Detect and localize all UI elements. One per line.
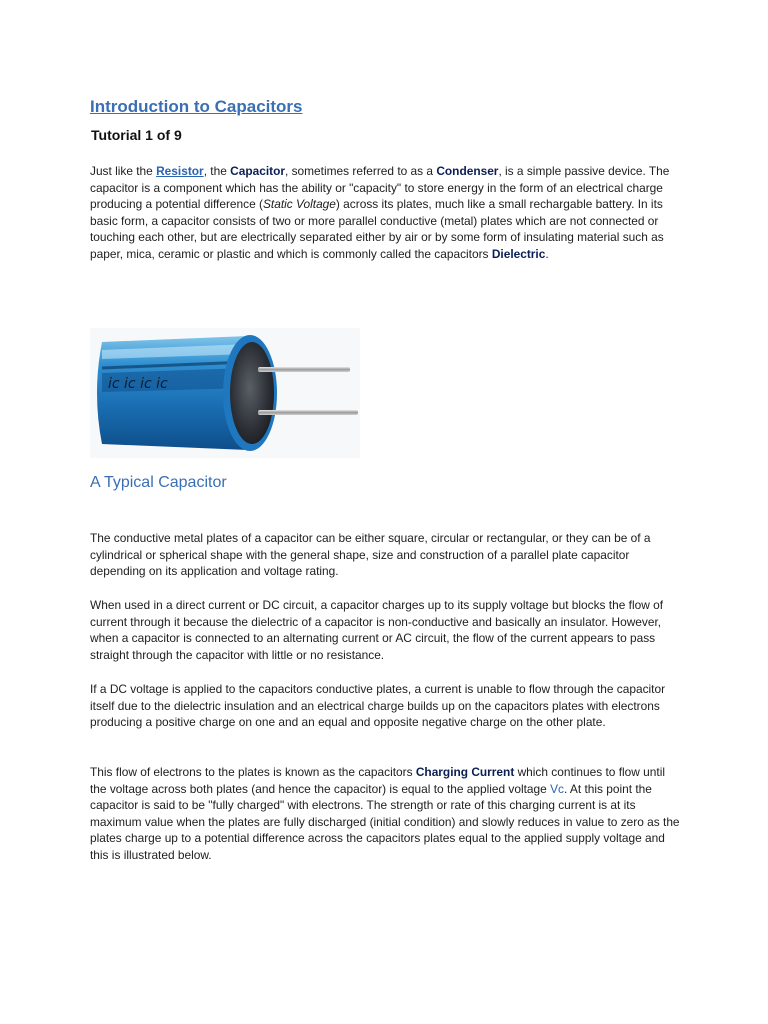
intro-text-6: . (545, 246, 549, 261)
static-voltage-term: Static Voltage (262, 197, 336, 212)
intro-text-5: ) across its plates, much like a small rechargable battery. In its basic form, a capacitor consists of two or more parallel conductive (metal) plates which are not connected or touching each other, but are electrically separated either by air or by some form of insulating material such as paper, mica, ceramic or plastic and which is commonly called the capacitors (90, 197, 664, 261)
paragraph-charging-current (90, 764, 680, 864)
condenser-term: Condenser (436, 164, 499, 178)
intro-text-2: , the (203, 164, 231, 178)
resistor-link[interactable]: Resistor (156, 164, 204, 178)
intro-text-4: , is a simple passive device. The capacitor is a component which has the ability or "capacity" to store energy in the form of an electrical charge producing a potential difference ( (90, 164, 670, 212)
paragraph-plates: The conductive metal plates of a capacitor can be either square, circular or rectangular, or they can be of a cylindrical or spherical shape with the general shape, size and construction of a parallel plate capacitor depending on its application and voltage rating. (90, 531, 651, 579)
vc-symbol: Vc (550, 781, 564, 796)
intro-text-1: Just like the (90, 164, 157, 178)
dielectric-term: Dielectric (491, 246, 546, 261)
intro-text-3: , sometimes referred to as a (284, 164, 437, 178)
capacitor-term: Capacitor (230, 164, 285, 178)
charging-text-1: This flow of electrons to the plates is known as the capacitors (90, 765, 416, 779)
section-heading: A Typical Capacitor (90, 474, 227, 491)
intro-paragraph (90, 163, 680, 263)
charging-text-2: which continues to flow until the voltage across both plates (and hence the capacitor) is equal to the applied voltage (90, 765, 665, 796)
capacitor-image (90, 328, 360, 458)
capacitor-marking: ic ic ic ic (108, 376, 168, 392)
paragraph-dc-ac: When used in a direct current or DC circuit, a capacitor charges up to its supply voltage but blocks the flow of current through it because the dielectric of a capacitor is non-conductive and basically an insulator. However, when a capacitor is connected to an alternating current or AC circuit, the flow of the current appears to pass straight through the capacitor with little or no resistance. (90, 598, 664, 662)
paragraph-dc-voltage: If a DC voltage is applied to the capacitors conductive plates, a current is unable to flow through the capacitor itself due to the dielectric insulation and an electrical charge builds up on the capacitors plates with electrons producing a positive charge on one and an equal and opposite negative charge on the other plate. (90, 682, 666, 730)
tutorial-subtitle: Tutorial 1 of 9 (91, 127, 182, 143)
page-title: Introduction to Capacitors (90, 97, 303, 116)
charging-current-term: Charging Current (415, 765, 515, 779)
charging-text-3: . At this point the capacitor is said to be "fully charged" with electrons. The strength or rate of this charging current is at its maximum value when the plates are fully discharged (initial condition) and slowly reduces in value to zero as the plates charge up to a potential difference across the capacitors plates equal to the applied supply voltage and this is illustrated below. (90, 781, 680, 862)
capacitor-illustration (90, 328, 360, 458)
